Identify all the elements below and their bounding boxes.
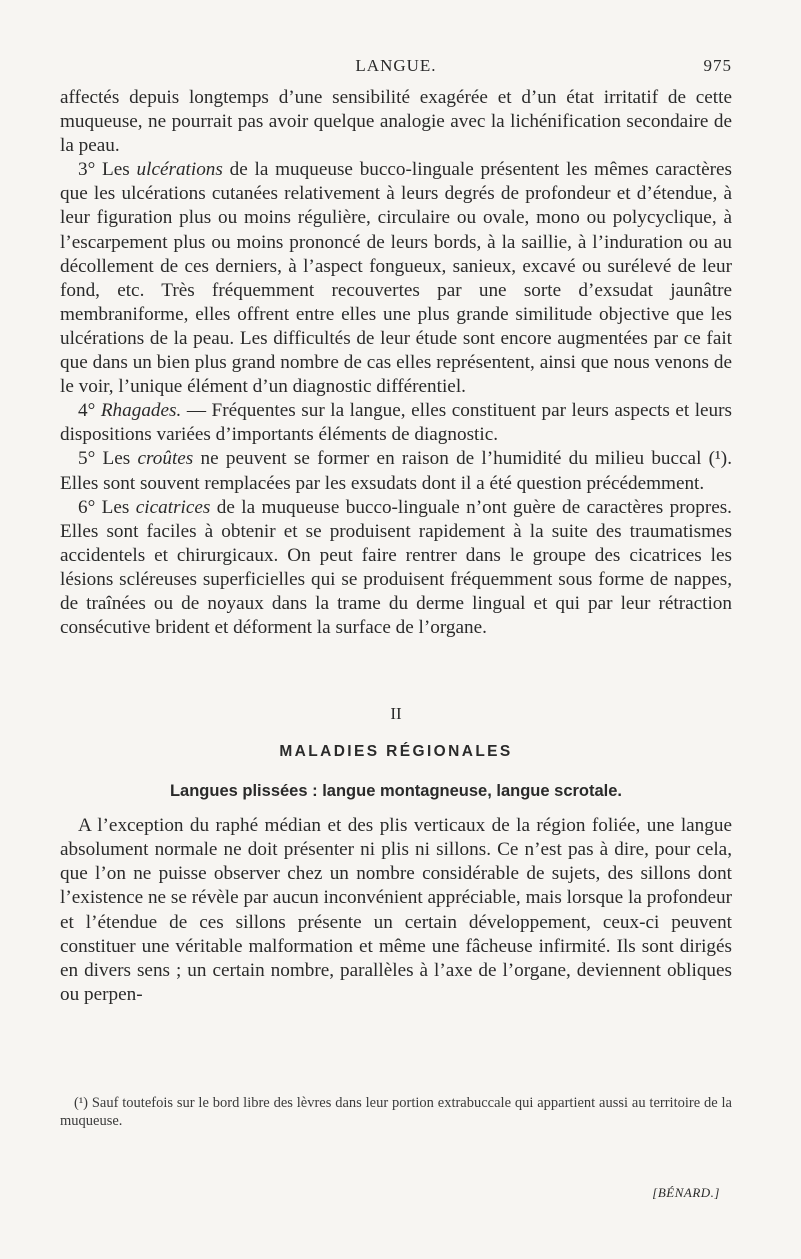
item-term: cicatrices [135,496,211,518]
paragraph-langues-plissees: A l’exception du raphé médian et des plis verticaux de la région foliée, une langue absolument normale ne doit présenter ni plis ni sillons. Ce n’est pas à dire, pour cela, que l’on ne puisse observer chez un nombre considérable de sujets, des sillons dont l’existence ne se révèle par aucun inconvénient appréciable, mais lorsque la profondeur et l’étendue de ces sillons présente un certain développement, ceux-ci peuvent constituer une véritable malformation et même une fâcheuse infirmité. Ils sont dirigés en divers sens ; un certain nombre, parallèles à l’axe de l’organe, deviennent obliques ou perpen- [60,815,732,1005]
item-number: 6° Les [78,496,136,518]
paragraph-continuation: affectés depuis longtemps d’une sensibilité exagérée et d’un état irritatif de cette muqueuse, ne pourrait pas avoir quelque analogie avec la lichénification secondaire de la peau. [60,87,732,157]
page-number: 975 [703,56,732,75]
body-text [60,86,732,1007]
item-term: ulcérations [136,159,223,181]
footnote-text: (¹) Sauf toutefois sur le bord libre des lèvres dans leur portion extrabuccale qui appartient aussi au territoire de la muqueuse. [60,1095,732,1129]
subheading: Langues plissées : langue montagneuse, langue scrotale. [169,782,623,801]
paragraph-rhagades [60,399,732,447]
item-number: 4° [78,400,101,422]
item-text: ne peuvent se former en raison de l’humidité du milieu buccal (¹). Elles sont souvent remplacées par les exsudats dont il a été question précédemment. [60,448,732,494]
item-number: 5° Les [78,448,138,470]
item-term: croûtes [137,448,194,470]
section-title: MALADIES RÉGIONALES [279,743,513,761]
paragraph-croutes [60,447,732,495]
paragraph-ulcerations [60,158,732,399]
paragraph-cicatrices [60,496,732,641]
book-page [60,0,732,1259]
footnote [60,1094,732,1130]
item-number: 3° Les [78,159,137,181]
section-number: II [390,704,402,724]
running-title: LANGUE. [355,56,437,75]
item-term: Rhagades. [100,400,182,422]
signature: [BÉNARD.] [652,1185,720,1200]
running-head [60,56,732,80]
item-text: — Fréquentes sur la langue, elles constituent par leurs aspects et leurs dispositions variées d’importants éléments de diagnostic. [60,400,732,446]
item-text: de la muqueuse bucco-linguale n’ont guère de caractères propres. Elles sont faciles à obtenir et se produisent rapidement à la suite des traumatismes accidentels et chirurgicaux. On peut faire rentrer dans le groupe des cicatrices les lésions scléreuses superficielles qui se produisent fréquemment sous forme de nappes, de traînées ou de noyaux dans la trame du derme lingual et qui par leur rétraction consécutive brident et déforment la surface de l’organe. [60,496,732,639]
item-text: de la muqueuse bucco-linguale présentent les mêmes caractères que les ulcérations cutanées relativement à leurs degrés de profondeur et d’étendue, à leur figuration plus ou moins régulière, circulaire ou ovale, mono ou polycyclique, à l’escarpement plus ou moins prononcé de leurs bords, à la saillie, à l’induration ou au décollement de ces derniers, à l’aspect fongueux, sanieux, excavé ou surélevé de leur fond, etc. Très fréquemment recouvertes par une sorte d’exsudat jaunâtre membraniforme, elles offrent entre elles une plus grande similitude objective que les ulcérations de la peau. Les difficultés de leur étude sont encore augmentées par ce fait que dans un bien plus grand nombre de cas elles représentent, ainsi que nous venons de le voir, l’unique élément d’un diagnostic différentiel. [60,159,732,398]
